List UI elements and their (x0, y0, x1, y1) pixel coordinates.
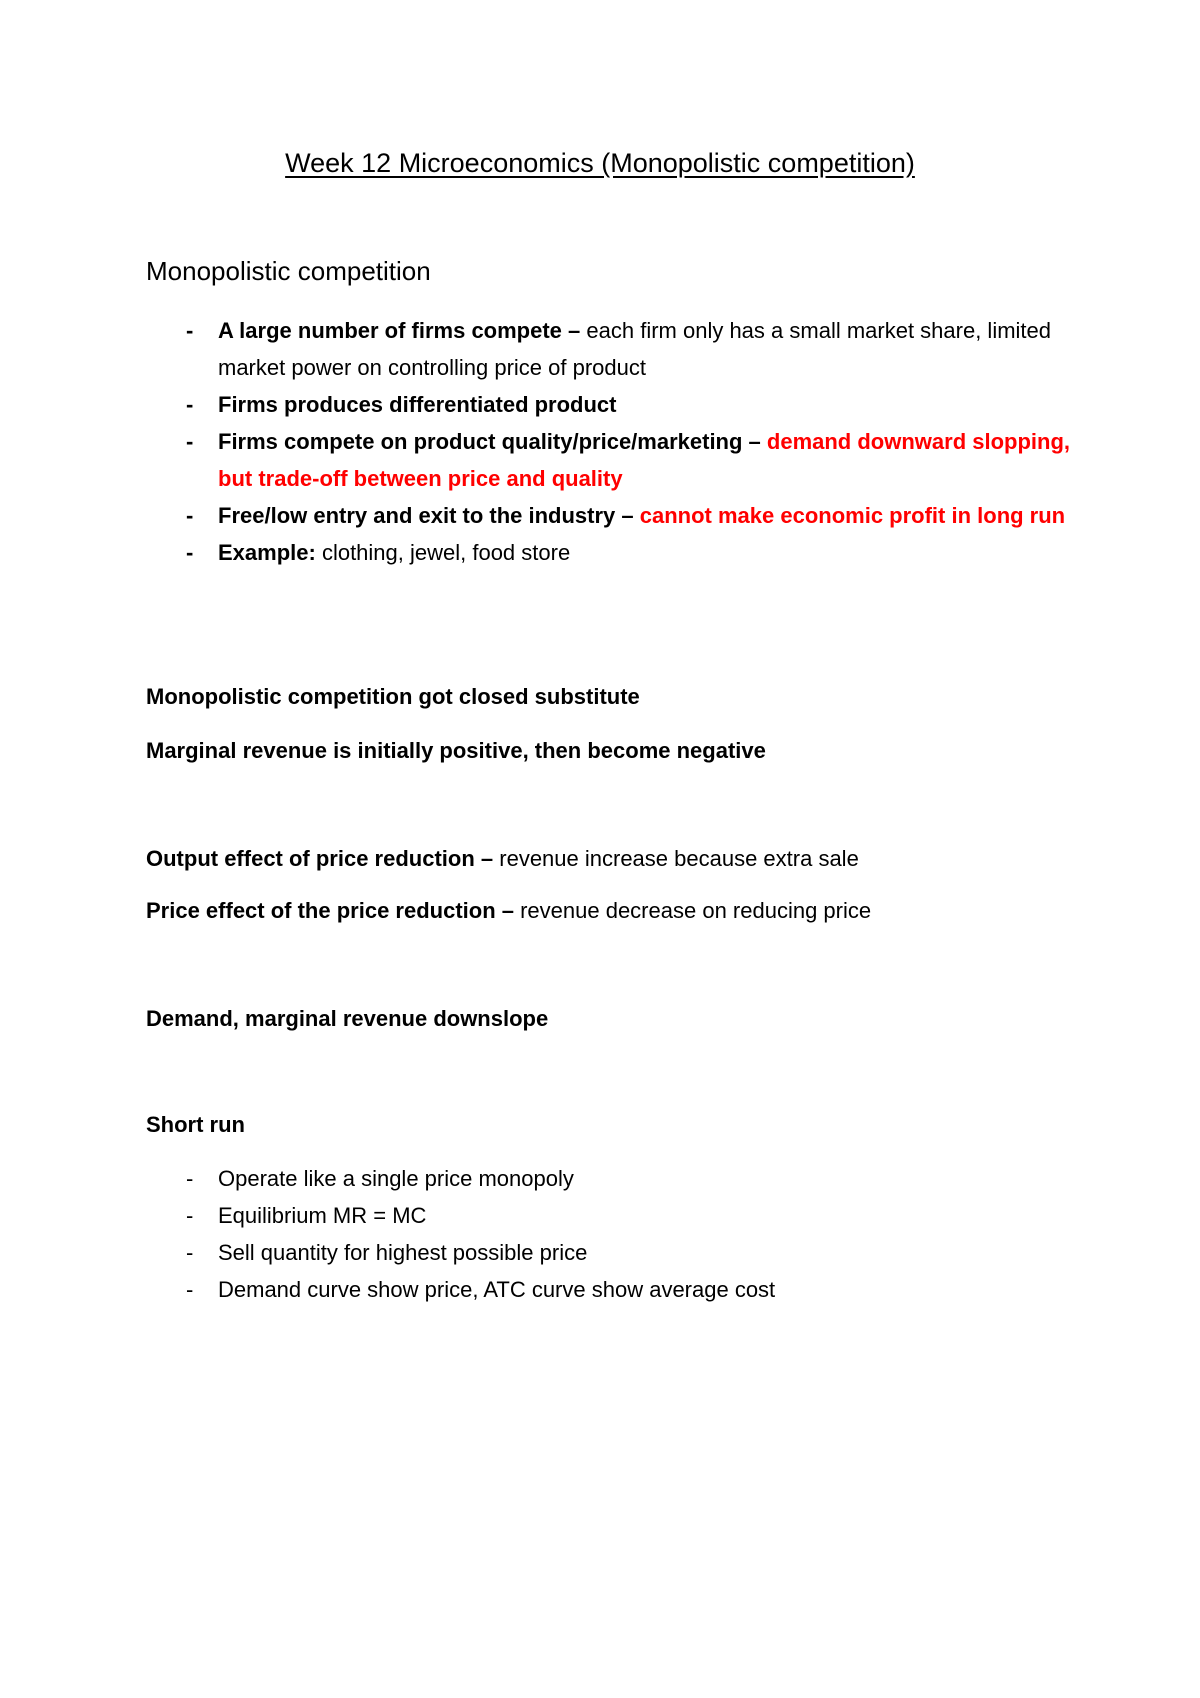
output-effect-statement (146, 844, 859, 874)
closed-substitute-statement: Monopolistic competition got closed substitute (146, 684, 640, 709)
bullet-normal-text: clothing, jewel, food store (315, 540, 571, 565)
bullet-dash: - (186, 540, 194, 565)
bullet-bold-text: Firms compete on product quality/price/marketing – (218, 429, 761, 454)
bullet-dash: - (186, 1166, 194, 1191)
bullet-text: Equilibrium MR = MC (218, 1203, 427, 1228)
output-effect-normal-text: revenue increase because extra sale (493, 846, 859, 871)
bullet-dash: - (186, 318, 194, 343)
bullet-normal-text: each firm only has a small market share, limited market power on controlling price of product (218, 318, 1052, 380)
output-effect-bold-text: Output effect of price reduction – (146, 846, 494, 871)
list-item (146, 1197, 1086, 1234)
bullet-bold-text: Free/low entry and exit to the industry – (218, 503, 634, 528)
bullet-dash: - (186, 392, 194, 417)
bullet-text: Demand curve show price, ATC curve show average cost (218, 1277, 776, 1302)
section-heading-short-run: Short run (146, 1112, 245, 1137)
bullet-bold-text: A large number of firms compete – (218, 318, 581, 343)
list-item (146, 423, 1086, 497)
section-heading-monopolistic-competition: Monopolistic competition (146, 256, 431, 286)
bullet-red-text: cannot make economic profit in long run (633, 503, 1066, 528)
list-item (146, 1271, 1086, 1308)
monopolistic-competition-bullet-list (146, 312, 1086, 571)
bullet-text: Operate like a single price monopoly (218, 1166, 574, 1191)
list-item (146, 534, 1086, 571)
price-effect-statement (146, 896, 871, 926)
bullet-text: Sell quantity for highest possible price (218, 1240, 588, 1265)
list-item (146, 1160, 1086, 1197)
price-effect-bold-text: Price effect of the price reduction – (146, 898, 514, 923)
short-run-bullet-list (146, 1160, 1086, 1308)
bullet-red-text: demand downward slopping, but trade-off between price and quality (218, 429, 1071, 491)
price-effect-normal-text: revenue decrease on reducing price (513, 898, 872, 923)
bullet-dash: - (186, 429, 194, 454)
bullet-bold-text: Firms produces differentiated product (218, 392, 617, 417)
marginal-revenue-statement: Marginal revenue is initially positive, then become negative (146, 738, 766, 763)
list-item (146, 1234, 1086, 1271)
bullet-dash: - (186, 1203, 194, 1228)
list-item (146, 497, 1086, 534)
bullet-dash: - (186, 503, 194, 528)
bullet-dash: - (186, 1240, 194, 1265)
list-item (146, 386, 1086, 423)
list-item (146, 312, 1086, 386)
downslope-statement: Demand, marginal revenue downslope (146, 1006, 549, 1031)
bullet-bold-text: Example: (218, 540, 316, 565)
bullet-dash: - (186, 1277, 194, 1302)
page-title: Week 12 Microeconomics (Monopolistic competition) (285, 148, 915, 178)
